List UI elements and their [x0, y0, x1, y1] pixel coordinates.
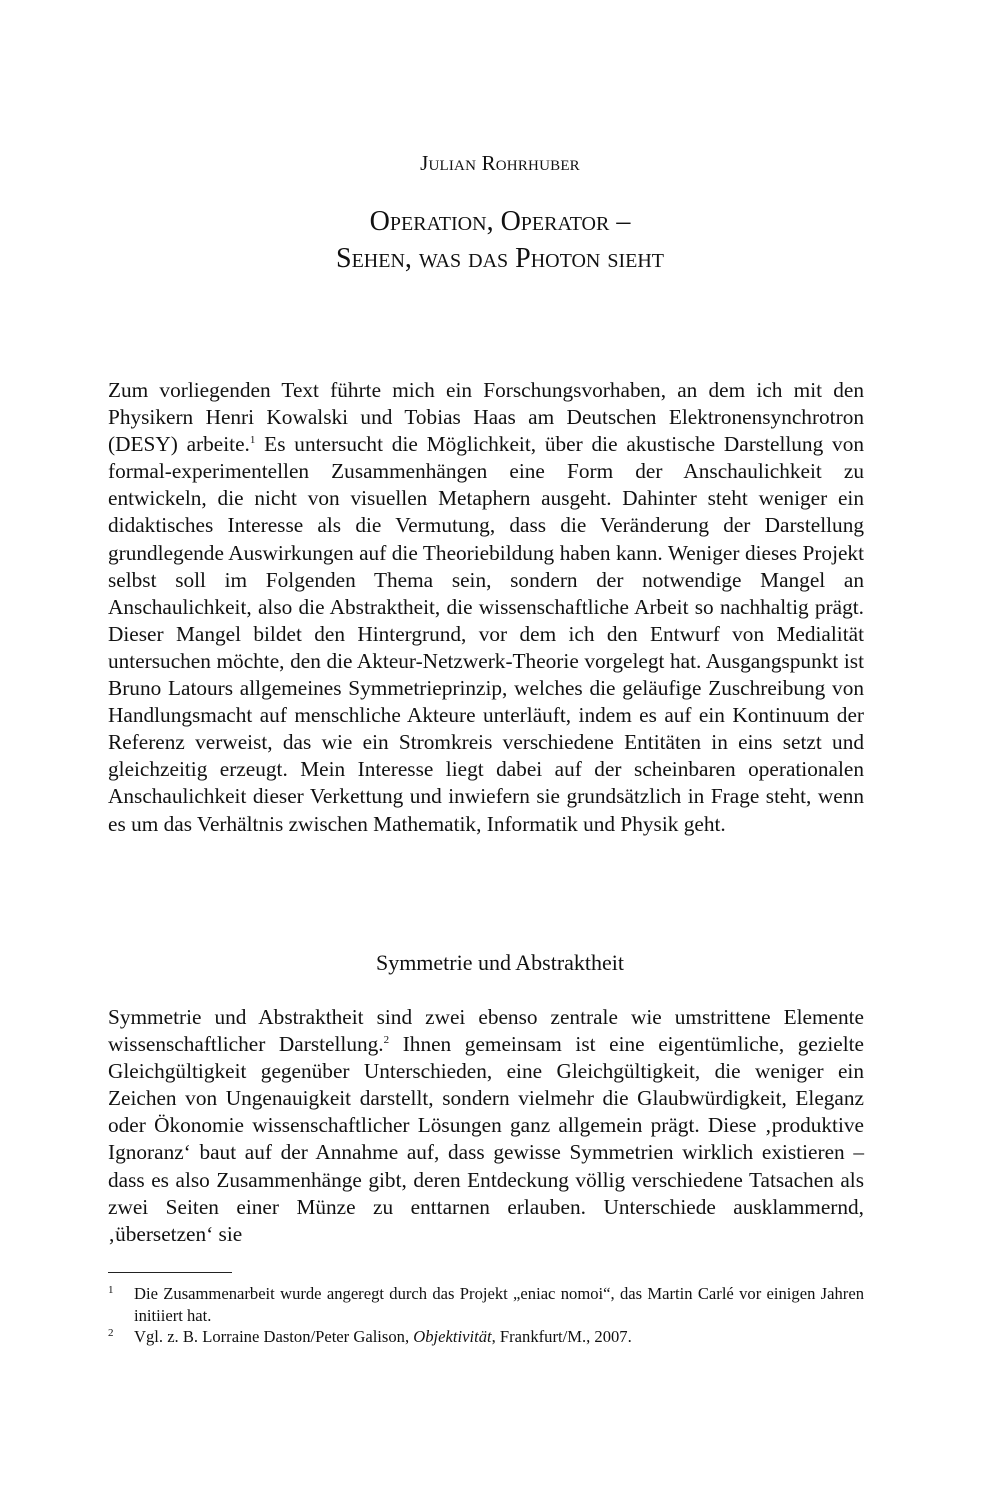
paragraph-intro-text-1: Zum vorliegenden Text führte mich ein Forschungsvorhaben, an dem ich mit den Physikern Henri Kowalski und Tobias Haas am Deutschen Elektronensynchrotron (DESY) arbeite.	[108, 378, 864, 457]
footnote-text-before: Vgl. z. B. Lorraine Daston/Peter Galison,	[134, 1327, 414, 1346]
footnote-number: 1	[108, 1284, 114, 1296]
footnote-number: 2	[108, 1327, 114, 1339]
footnote-text: Die Zusammenarbeit wurde angeregt durch das Projekt „eniac nomoi“, das Martin Carlé vor einigen Jahren initiiert hat.	[134, 1284, 864, 1325]
paragraph-symmetry-text-2: Ihnen gemeinsam ist eine eigentümliche, gezielte Gleichgültigkeit gegenüber Unterschieden, eine Gleichgültigkeit, die weniger ein Zeichen von Ungenauigkeit darstellt, sondern vielmehr die Glaubwürdigkeit, Eleganz oder Ökonomie wissenschaftlicher Lösungen ganz allgemein prägt. Diese ‚produktive Ignoranz‘ baut auf der Annahme auf, dass gewisse Symmetrien wirklich existieren – dass es also Zusammenhänge gibt, deren Entdeckung völlig verschiedene Tatsachen als zwei Seiten einer Münze zu enttarnen erlauben. Unterschiede ausklammernd, ‚übersetzen‘ sie	[108, 1032, 864, 1246]
section-heading: Symmetrie und Abstraktheit	[375, 950, 625, 975]
footnote-text-after: , Frankfurt/M., 2007.	[491, 1327, 632, 1346]
paragraph-symmetry-text-1: Symmetrie und Abstraktheit sind zwei ebenso zentrale wie umstrittene Elemente wissenschaftlicher Darstellung.	[108, 1005, 864, 1057]
footnote-ref-1: 1	[249, 434, 256, 447]
footnotes	[108, 1283, 864, 1348]
paragraph-intro	[108, 377, 864, 838]
paragraph-intro-text-2: Es untersucht die Möglichkeit, über die akustische Darstellung von formal-experimentellen Zusammenhängen eine Form der Anschaulichkeit zu entwickeln, die nicht von visuellen Metaphern ausgeht. Dahinter steht weniger ein didaktisches Interesse als die Vermutung, dass die Veränderung der Darstellung grundlegende Auswirkungen auf die Theoriebildung haben kann. Weniger dieses Projekt selbst soll im Folgenden Thema sein, sondern der notwendige Mangel an Anschaulichkeit, also die Abstraktheit, die wissenschaftliche Arbeit so nachhaltig prägt. Dieser Mangel bildet den Hintergrund, vor dem ich den Entwurf von Medialität untersuchen möchte, den die Akteur-Netzwerk-Theorie vorgelegt hat. Ausgangspunkt ist Bruno Latours allgemeines Symmetrieprinzip, welches die geläufige Zuschreibung von Handlungsmacht auf menschliche Akteure unterläuft, indem es auf ein Kontinuum der Referenz verweist, das wie ein Stromkreis verschiedene Entitäten in eins setzt und gleichzeitig erzeugt. Mein Interesse liegt dabei auf der scheinbaren operationalen Anschaulichkeit dieser Verkettung und inwiefern sie grundsätzlich in Frage steht, wenn es um das Verhältnis zwischen Mathematik, Informatik und Physik geht.	[108, 432, 864, 836]
author-name: Julian Rohrhuber	[420, 151, 580, 175]
footnote-ref-2: 2	[383, 1034, 390, 1047]
chapter-title-line-1: Operation, Operator –	[369, 206, 631, 237]
chapter-title-line-2: Sehen, was das Photon sieht	[336, 243, 664, 274]
footnote-book-title: Objektivität	[413, 1327, 492, 1346]
chapter-title	[0, 203, 1000, 277]
footnote-divider	[108, 1272, 232, 1273]
footnote-1	[108, 1283, 864, 1326]
paragraph-symmetry	[108, 1004, 864, 1248]
footnote-2	[108, 1326, 864, 1348]
